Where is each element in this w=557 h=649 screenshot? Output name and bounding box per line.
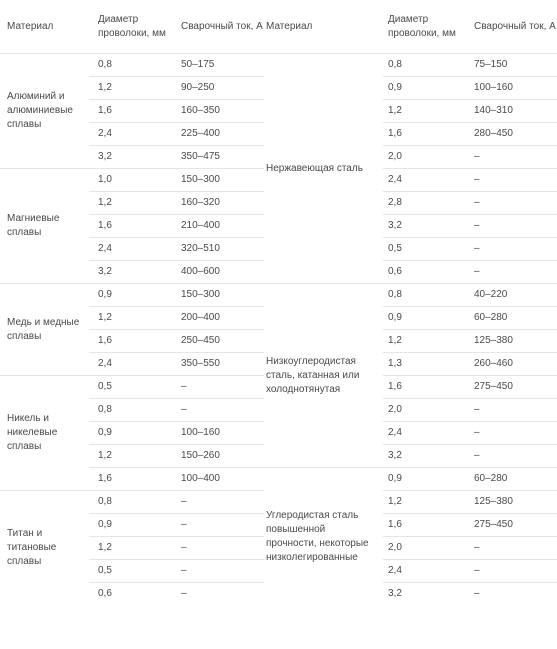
current-cell: 160–320 xyxy=(172,192,264,215)
current-cell: – xyxy=(468,192,557,215)
current-cell: – xyxy=(468,537,557,560)
diameter-cell: 0,9 xyxy=(383,77,468,100)
current-cell: 140–310 xyxy=(468,100,557,123)
diameter-cell: 1,6 xyxy=(383,123,468,146)
material-cell: Никель и никелевые сплавы xyxy=(0,376,89,491)
current-cell: – xyxy=(468,146,557,169)
current-cell: 210–400 xyxy=(172,215,264,238)
diameter-cell: 2,4 xyxy=(383,169,468,192)
current-cell: – xyxy=(172,560,264,583)
right-welding-table xyxy=(264,0,557,605)
current-cell: – xyxy=(172,514,264,537)
diameter-cell: 2,4 xyxy=(89,123,172,146)
current-cell: 100–160 xyxy=(172,422,264,445)
current-cell: 50–175 xyxy=(172,54,264,77)
diameter-cell: 3,2 xyxy=(89,261,172,284)
left-table-body xyxy=(0,54,264,606)
diameter-cell: 1,3 xyxy=(383,353,468,376)
current-cell: 260–460 xyxy=(468,353,557,376)
current-cell: – xyxy=(172,583,264,606)
material-cell: Титан и титановые сплавы xyxy=(0,491,89,606)
header-current: Сварочный ток, А xyxy=(181,20,263,32)
diameter-cell: 2,0 xyxy=(383,399,468,422)
diameter-cell: 0,8 xyxy=(383,284,468,307)
header-current: Сварочный ток, А xyxy=(474,20,556,32)
current-cell: – xyxy=(468,169,557,192)
current-cell: 100–400 xyxy=(172,468,264,491)
current-cell: 280–450 xyxy=(468,123,557,146)
diameter-cell: 2,4 xyxy=(89,238,172,261)
diameter-cell: 2,0 xyxy=(383,537,468,560)
diameter-cell: 1,2 xyxy=(383,491,468,514)
diameter-cell: 1,2 xyxy=(89,445,172,468)
material-cell: Низкоуглеродистая сталь, катанная или холоднотянутая xyxy=(264,284,383,468)
diameter-cell: 0,8 xyxy=(89,54,172,77)
table-row xyxy=(264,54,557,77)
left-table-panel xyxy=(0,0,264,605)
table-row xyxy=(0,376,264,399)
current-cell: 200–400 xyxy=(172,307,264,330)
diameter-cell: 1,2 xyxy=(383,330,468,353)
diameter-cell: 3,2 xyxy=(383,583,468,606)
diameter-cell: 1,6 xyxy=(89,215,172,238)
header-diameter: Диаметр проволоки, мм xyxy=(388,13,456,39)
current-cell: 125–380 xyxy=(468,330,557,353)
diameter-cell: 1,2 xyxy=(89,192,172,215)
current-cell: 275–450 xyxy=(468,514,557,537)
diameter-cell: 1,6 xyxy=(383,376,468,399)
material-cell: Углеродистая сталь повышенной прочности, некоторые низколегированные xyxy=(264,468,383,606)
diameter-cell: 0,9 xyxy=(89,514,172,537)
table-row xyxy=(0,491,264,514)
diameter-cell: 1,2 xyxy=(383,100,468,123)
diameter-cell: 1,6 xyxy=(383,514,468,537)
diameter-cell: 1,6 xyxy=(89,468,172,491)
diameter-cell: 0,9 xyxy=(383,468,468,491)
current-cell: 60–280 xyxy=(468,307,557,330)
current-cell: 350–475 xyxy=(172,146,264,169)
header-material: Материал xyxy=(7,20,54,32)
current-cell: – xyxy=(172,399,264,422)
current-cell: 90–250 xyxy=(172,77,264,100)
right-table-panel xyxy=(264,0,557,605)
current-cell: – xyxy=(468,583,557,606)
current-cell: 400–600 xyxy=(172,261,264,284)
material-cell: Нержавеющая сталь xyxy=(264,54,383,284)
diameter-cell: 3,2 xyxy=(383,215,468,238)
current-cell: 100–160 xyxy=(468,77,557,100)
current-cell: 160–350 xyxy=(172,100,264,123)
current-cell: 40–220 xyxy=(468,284,557,307)
current-cell: 250–450 xyxy=(172,330,264,353)
table-row xyxy=(264,468,557,491)
current-cell: – xyxy=(468,422,557,445)
diameter-cell: 3,2 xyxy=(89,146,172,169)
current-cell: – xyxy=(468,215,557,238)
table-row xyxy=(0,54,264,77)
right-table-body xyxy=(264,54,557,606)
current-cell: – xyxy=(172,537,264,560)
diameter-cell: 0,8 xyxy=(89,399,172,422)
diameter-cell: 1,2 xyxy=(89,77,172,100)
current-cell: – xyxy=(172,491,264,514)
current-cell: 150–300 xyxy=(172,284,264,307)
table-header-row xyxy=(264,0,557,54)
current-cell: – xyxy=(468,238,557,261)
diameter-cell: 2,0 xyxy=(383,146,468,169)
current-cell: 225–400 xyxy=(172,123,264,146)
table-header-row xyxy=(0,0,264,54)
material-cell: Медь и медные сплавы xyxy=(0,284,89,376)
diameter-cell: 1,2 xyxy=(89,307,172,330)
diameter-cell: 0,9 xyxy=(383,307,468,330)
diameter-cell: 0,8 xyxy=(383,54,468,77)
current-cell: – xyxy=(172,376,264,399)
diameter-cell: 0,8 xyxy=(89,491,172,514)
diameter-cell: 1,2 xyxy=(89,537,172,560)
current-cell: 75–150 xyxy=(468,54,557,77)
current-cell: 60–280 xyxy=(468,468,557,491)
diameter-cell: 0,5 xyxy=(89,560,172,583)
diameter-cell: 2,8 xyxy=(383,192,468,215)
diameter-cell: 1,0 xyxy=(89,169,172,192)
current-cell: – xyxy=(468,445,557,468)
diameter-cell: 0,5 xyxy=(383,238,468,261)
current-cell: – xyxy=(468,560,557,583)
current-cell: 125–380 xyxy=(468,491,557,514)
material-cell: Алюминий и алюминиевые сплавы xyxy=(0,54,89,169)
current-cell: 275–450 xyxy=(468,376,557,399)
diameter-cell: 0,6 xyxy=(89,583,172,606)
table-row xyxy=(0,169,264,192)
left-welding-table xyxy=(0,0,264,605)
current-cell: 150–260 xyxy=(172,445,264,468)
current-cell: 150–300 xyxy=(172,169,264,192)
diameter-cell: 0,5 xyxy=(89,376,172,399)
current-cell: – xyxy=(468,261,557,284)
header-diameter: Диаметр проволоки, мм xyxy=(98,13,166,39)
header-material: Материал xyxy=(266,20,313,32)
table-row xyxy=(0,284,264,307)
material-cell: Магниевые сплавы xyxy=(0,169,89,284)
diameter-cell: 2,4 xyxy=(383,560,468,583)
diameter-cell: 2,4 xyxy=(383,422,468,445)
diameter-cell: 1,6 xyxy=(89,330,172,353)
table-row xyxy=(264,284,557,307)
diameter-cell: 0,6 xyxy=(383,261,468,284)
diameter-cell: 2,4 xyxy=(89,353,172,376)
current-cell: 320–510 xyxy=(172,238,264,261)
diameter-cell: 0,9 xyxy=(89,284,172,307)
diameter-cell: 3,2 xyxy=(383,445,468,468)
current-cell: 350–550 xyxy=(172,353,264,376)
current-cell: – xyxy=(468,399,557,422)
diameter-cell: 0,9 xyxy=(89,422,172,445)
diameter-cell: 1,6 xyxy=(89,100,172,123)
